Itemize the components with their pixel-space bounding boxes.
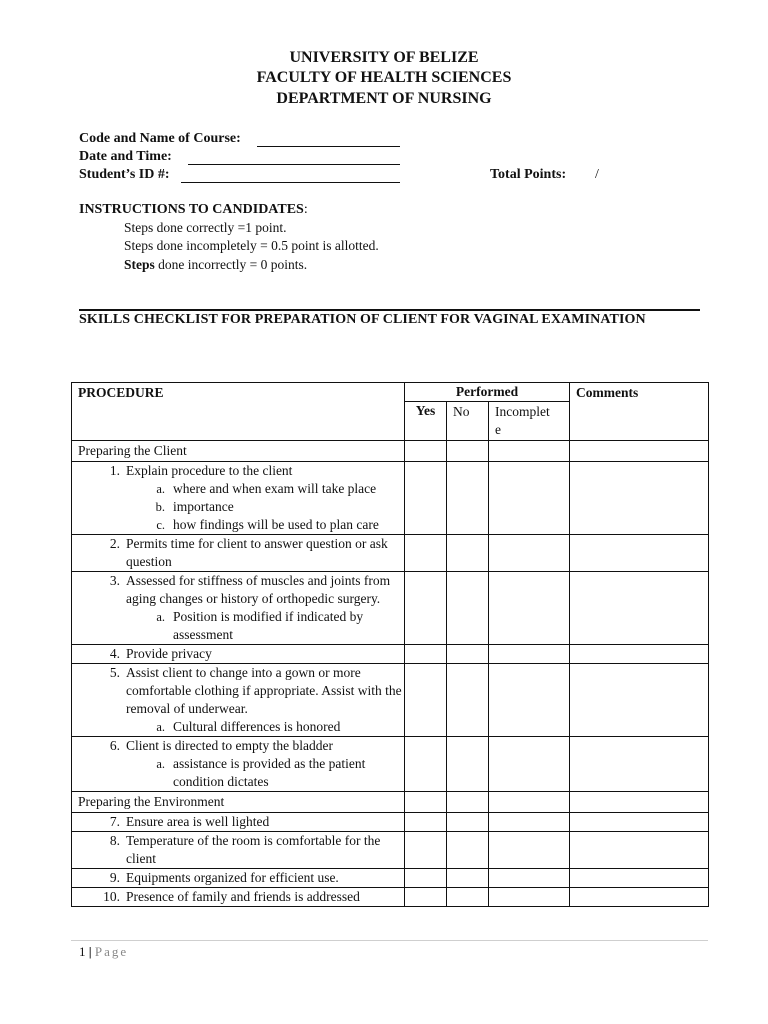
date-field[interactable] xyxy=(188,164,400,165)
substep-text: importance xyxy=(173,499,234,514)
no-cell[interactable] xyxy=(447,792,489,813)
step-number: 9. xyxy=(109,870,120,885)
procedure-cell xyxy=(72,888,405,907)
yes-cell[interactable] xyxy=(405,832,447,869)
procedure-cell xyxy=(72,645,405,664)
comments-cell[interactable] xyxy=(570,869,709,888)
table-row xyxy=(72,645,709,664)
table-row xyxy=(72,888,709,907)
incomplete-cell[interactable] xyxy=(489,869,570,888)
no-cell[interactable] xyxy=(447,462,489,535)
step-number: 2. xyxy=(109,536,120,551)
procedure-cell xyxy=(72,535,405,572)
yes-cell[interactable] xyxy=(405,664,447,737)
table-row xyxy=(72,462,709,535)
student-id-label: Student’s ID #: xyxy=(79,167,170,182)
department-title: DEPARTMENT OF NURSING xyxy=(276,90,492,107)
step-text: Equipments organized for efficient use. xyxy=(126,870,339,885)
comments-header: Comments xyxy=(570,383,709,441)
no-cell[interactable] xyxy=(447,645,489,664)
comments-cell[interactable] xyxy=(570,572,709,645)
no-cell[interactable] xyxy=(447,441,489,462)
yes-cell[interactable] xyxy=(405,462,447,535)
no-header: No xyxy=(447,402,489,441)
procedure-cell xyxy=(72,664,405,737)
incomplete-cell[interactable] xyxy=(489,535,570,572)
no-cell[interactable] xyxy=(447,664,489,737)
no-cell[interactable] xyxy=(447,832,489,869)
section-label: Preparing the Client xyxy=(72,441,405,462)
footer-divider xyxy=(71,940,708,941)
comments-cell[interactable] xyxy=(570,462,709,535)
yes-cell[interactable] xyxy=(405,535,447,572)
incomplete-cell[interactable] xyxy=(489,441,570,462)
yes-cell[interactable] xyxy=(405,792,447,813)
instruction-incorrect-bold: Steps xyxy=(124,257,155,272)
no-cell[interactable] xyxy=(447,737,489,792)
student-id-field[interactable] xyxy=(181,182,400,183)
section-row xyxy=(72,441,709,462)
university-title: UNIVERSITY OF BELIZE xyxy=(289,49,479,66)
table-row xyxy=(72,572,709,645)
step-number: 5. xyxy=(109,665,120,680)
step-text: Assessed for stiffness of muscles and joints from aging changes or history of orthopedic surgery. xyxy=(126,573,391,606)
no-cell[interactable] xyxy=(447,888,489,907)
no-cell[interactable] xyxy=(447,869,489,888)
substep-text: Position is modified if indicated by assessment xyxy=(173,609,364,642)
checklist-table xyxy=(71,382,709,907)
no-cell[interactable] xyxy=(447,813,489,832)
instructions-colon: : xyxy=(303,202,308,217)
incomplete-cell[interactable] xyxy=(489,832,570,869)
course-field[interactable] xyxy=(257,146,400,147)
table-row xyxy=(72,737,709,792)
substep-letter: b. xyxy=(155,500,165,514)
table-row xyxy=(72,813,709,832)
step-number: 10. xyxy=(103,889,120,904)
instruction-incorrect xyxy=(124,257,307,273)
incomplete-header-part1: Incomplet xyxy=(495,404,550,419)
comments-cell[interactable] xyxy=(570,792,709,813)
instruction-incomplete: Steps done incompletely = 0.5 point is allotted. xyxy=(124,238,379,253)
page-separator: | xyxy=(88,944,92,959)
comments-cell[interactable] xyxy=(570,664,709,737)
step-text: Ensure area is well lighted xyxy=(126,814,270,829)
yes-cell[interactable] xyxy=(405,737,447,792)
section-label: Preparing the Environment xyxy=(72,792,405,813)
date-label: Date and Time: xyxy=(79,149,172,164)
substep-letter: a. xyxy=(156,610,165,624)
procedure-cell xyxy=(72,813,405,832)
comments-cell[interactable] xyxy=(570,813,709,832)
instructions xyxy=(79,202,379,272)
yes-cell[interactable] xyxy=(405,869,447,888)
no-cell[interactable] xyxy=(447,535,489,572)
comments-cell[interactable] xyxy=(570,535,709,572)
procedure-cell xyxy=(72,572,405,645)
procedure-cell xyxy=(72,462,405,535)
page-footer xyxy=(79,944,128,960)
procedure-cell xyxy=(72,832,405,869)
incomplete-cell[interactable] xyxy=(489,664,570,737)
step-text: Provide privacy xyxy=(126,646,212,661)
procedure-cell xyxy=(72,869,405,888)
incomplete-cell[interactable] xyxy=(489,645,570,664)
instructions-title: INSTRUCTIONS TO CANDIDATES xyxy=(79,202,304,217)
page-number: 1 xyxy=(79,944,86,959)
step-number: 6. xyxy=(109,738,120,753)
step-number: 8. xyxy=(109,833,120,848)
substep-text: assistance is provided as the patient condition dictates xyxy=(173,756,366,789)
procedure-cell xyxy=(72,737,405,792)
page-word: Page xyxy=(94,944,129,959)
checklist-title: SKILLS CHECKLIST FOR PREPARATION OF CLIENT FOR VAGINAL EXAMINATION xyxy=(79,312,646,327)
instruction-correct: Steps done correctly =1 point. xyxy=(124,220,287,235)
substep-letter: a. xyxy=(156,482,165,496)
comments-cell[interactable] xyxy=(570,645,709,664)
table-row xyxy=(72,535,709,572)
no-cell[interactable] xyxy=(447,572,489,645)
step-number: 7. xyxy=(109,814,120,829)
performed-header: Performed xyxy=(405,383,570,402)
step-text: Explain procedure to the client xyxy=(126,463,293,478)
substep-text: how findings will be used to plan care xyxy=(173,517,379,532)
step-number: 3. xyxy=(109,573,120,588)
substep-letter: a. xyxy=(156,757,165,771)
yes-cell[interactable] xyxy=(405,645,447,664)
incomplete-cell[interactable] xyxy=(489,572,570,645)
incomplete-cell[interactable] xyxy=(489,462,570,535)
substep-text: where and when exam will take place xyxy=(173,481,377,496)
substep-text: Cultural differences is honored xyxy=(173,719,341,734)
title-rule xyxy=(79,309,700,311)
incomplete-cell[interactable] xyxy=(489,813,570,832)
step-text: Temperature of the room is comfortable for the client xyxy=(126,833,381,866)
yes-cell[interactable] xyxy=(405,888,447,907)
comments-cell[interactable] xyxy=(570,832,709,869)
substep-letter: a. xyxy=(156,720,165,734)
section-row xyxy=(72,792,709,813)
step-number: 4. xyxy=(109,646,120,661)
table-row xyxy=(72,832,709,869)
comments-cell[interactable] xyxy=(570,737,709,792)
step-text: Client is directed to empty the bladder xyxy=(126,738,333,753)
total-points-slash: / xyxy=(595,167,599,182)
incomplete-cell[interactable] xyxy=(489,888,570,907)
incomplete-cell[interactable] xyxy=(489,737,570,792)
yes-cell[interactable] xyxy=(405,813,447,832)
procedure-header: PROCEDURE xyxy=(72,383,405,441)
course-label: Code and Name of Course: xyxy=(79,131,241,146)
step-text: Permits time for client to answer question or ask question xyxy=(126,536,388,569)
incomplete-header-part2: e xyxy=(495,422,501,437)
step-text: Assist client to change into a gown or more comfortable clothing if appropriate. Assist with the removal of underwear. xyxy=(126,665,402,716)
table-row xyxy=(72,664,709,737)
step-number: 1. xyxy=(109,463,120,478)
substep-letter: c. xyxy=(156,518,165,532)
yes-header: Yes xyxy=(405,402,447,441)
instructions-heading xyxy=(79,202,308,218)
step-text: Presence of family and friends is addressed xyxy=(126,889,360,904)
yes-cell[interactable] xyxy=(405,441,447,462)
faculty-title: FACULTY OF HEALTH SCIENCES xyxy=(256,69,512,86)
total-points-label: Total Points: xyxy=(490,167,567,182)
instruction-incorrect-rest: done incorrectly = 0 points. xyxy=(154,257,308,272)
comments-cell[interactable] xyxy=(570,441,709,462)
table-row xyxy=(72,869,709,888)
incomplete-header xyxy=(489,402,570,441)
comments-cell[interactable] xyxy=(570,888,709,907)
yes-cell[interactable] xyxy=(405,572,447,645)
incomplete-cell[interactable] xyxy=(489,792,570,813)
